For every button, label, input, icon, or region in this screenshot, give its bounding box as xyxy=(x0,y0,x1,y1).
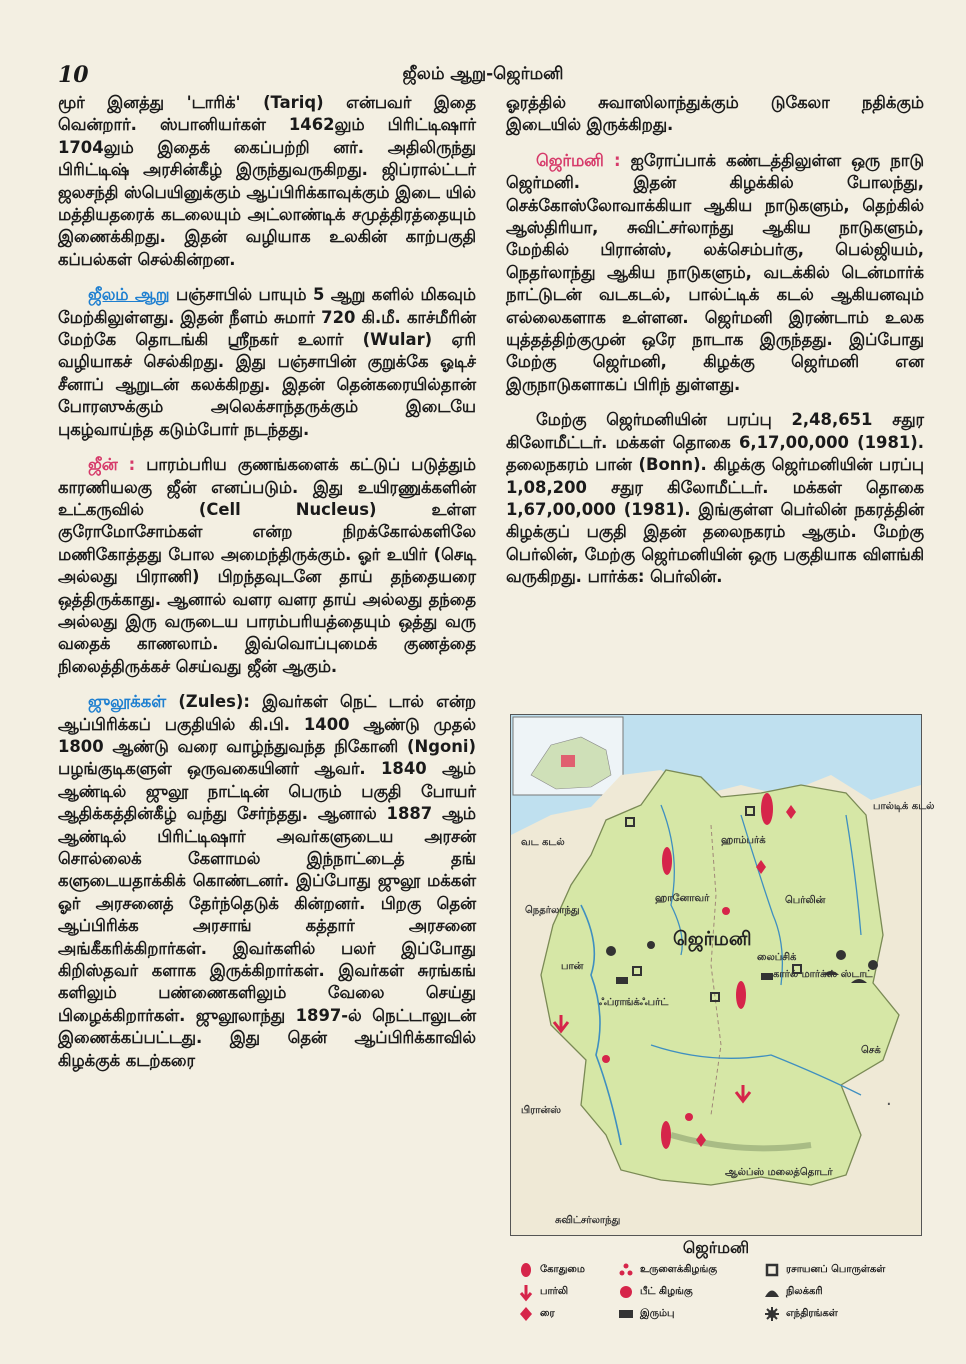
wheat-symbol xyxy=(736,981,746,1009)
zulu-text: (Zules): இவர்கள் நெட் டால் என்ற ஆப்பிரிக்கப் பகுதியில் கி.பி. 1400 ஆண்டு முதல் 1800 ஆண்டு வரை வாழ்ந்துவந்த நிகோனி (Ngoni) பழங்குடிகளுள் ஒருவகையினர் ஆவர். 1840 ஆம் ஆண்டில் ஜுலூ நாட்டின் பெரும் பகுதி போயர் ஆதிக்கத்தின்கீழ் வந்து சேர்ந்தது. ஆனால் 1887 ஆம் ஆண்டில் பிரிட்டிஷார் அவர்களுடைய அரசன் சொல்லைக் கேளாமல் இந்நாட்டைத் தங் களுடையதாக்கிக் கொண்டனர். இப்போது ஜுலூ மக்கள் ஓர் அரசனைத் தேர்ந்தெடுக் கின்றனர். பிறகு தென் ஆப்பிரிக்க அரசாங் கத்தார் அரசனை அங்கீகரிக்கிறார்கள். இவர்களில் பலர் இப்போது கிறிஸ்தவர் களாக இருக்கிறார்கள். இவர்கள் சுரங்கங் களிலும் பண்ணைகளிலும் வேலை செய்து பிழைக்கிறார்கள். ஜுலூலாந்து 1897-ல் நெட்டாலுடன் இணைக்கப்பட்டது. இது தென் ஆப்பிரிக்காவில் கிழக்குக் கடற்கரை xyxy=(58,692,477,1070)
germany-text: ஐரோப்பாக் கண்டத்திலுள்ள ஒரு நாடு ஜெர்மனி. இதன் கிழக்கில் போலந்து, செக்கோஸ்லோவாக்கியா ஆகிய நாடுகளும், தெற்கில் ஆஸ்திரியா, சுவிட்சர்லாந்து ஆகிய நாடுகளும், மேற்கில் பிரான்ஸ், லக்செம்பர்கு, பெல்ஜியம், நெதர்லாந்து ஆகிய நாடுகளும், வடக்கில் டென்மார்க் நாட்டுடன் வடகடல், பால்ட்டிக் கடல் ஆகியனவும் எல்லைகளாக உள்ளன. ஜெர்மனி இரண்டாம் உலக யுத்தத்திற்குமுன் ஒரே நாடாக இருந்தது. இப்போது மேற்கு ஜெர்மனி, கிழக்கு ஜெர்மனி என இருநாடுகளாகப் பிரிந் துள்ளது. xyxy=(506,150,924,394)
beet-symbol xyxy=(722,907,730,915)
page-number: 10 xyxy=(58,62,89,88)
chemicals-icon xyxy=(764,1262,780,1278)
beet-symbol xyxy=(602,1055,610,1063)
gear-icon xyxy=(764,1306,780,1322)
page-header xyxy=(40,60,926,90)
wheat-symbol xyxy=(662,847,672,875)
germany-stats-paragraph: மேற்கு ஜெர்மனியின் பரப்பு 2,48,651 சதுர கிலோமீட்டர். மக்கள் தொகை 6,17,00,000 (1981). தலைநகரம் பான் (Bonn). கிழக்கு ஜெர்மனியின் பரப்பு 1,08,200 சதுர கிலோமீட்டர். மக்கள் தொகை 1,67,00,000 (1981). இங்குள்ள பெர்லின் நகரத்தின் கிழக்குப் பகுதி இதன் தலைநகரம் ஆகும். மேற்கு பெர்லின், மேற்கு ஜெர்மனியின் ஒரு பகுதியாக விளங்கி வருகிறது. பார்க்க: பெர்லின். xyxy=(506,410,924,587)
barley-icon xyxy=(518,1284,534,1300)
gene-text: பாரம்பரிய குணங்களைக் கட்டுப் படுத்தும் காரணியலகு ஜீன் எனப்படும். இது உயிரணுக்களின் உட்கருவில் (Cell Nucleus) உள்ள குரோமோசோம்கள் என்ற நிறக்கோல்களிலே மணிகோத்தது போல அமைந்திருக்கும். ஓர் உயிர் (செடி அல்லது பிராணி) பிறந்தவுடனே தாய் தந்தையரை ஒத்திருக்காது. ஆனால் வளர வளர தாய் அல்லது தந்தை அல்லது இரு வருடைய பாரம்பரியத்தையும் ஒத்து வரு வதைக் காணலாம். இவ்வொப்புமைக் குணத்தை நிலைத்திருக்கச் செய்வது ஜீன் ஆகும். xyxy=(58,455,476,676)
north-sea-label: வட கடல் xyxy=(521,837,565,848)
switzerland-label: சுவிட்சர்லாந்து xyxy=(555,1215,621,1226)
inset-germany xyxy=(561,755,575,767)
wheat-symbol xyxy=(661,1121,671,1149)
iron-symbol xyxy=(761,973,773,980)
germany-map xyxy=(510,714,935,1236)
right-column xyxy=(506,92,924,602)
jhelum-term: ஜீலம் ஆறு xyxy=(88,285,170,305)
gene-paragraph xyxy=(58,454,476,678)
legend-potato: உருளைக்கிழங்கு xyxy=(618,1262,717,1278)
legend-barley: பார்லி xyxy=(518,1284,568,1300)
legend-coal: நிலக்கரி xyxy=(764,1284,823,1300)
france-label: பிரான்ஸ் xyxy=(521,1105,561,1116)
legend-iron: இரும்பு xyxy=(618,1306,674,1322)
leipzig-label: லைப்சிக் xyxy=(757,952,797,963)
berlin-label: பெர்லின் xyxy=(785,895,826,906)
running-head: ஜீலம் ஆறு-ஜெர்மனி xyxy=(402,64,564,84)
iron-symbol xyxy=(616,977,628,984)
bonn-label: பான் xyxy=(561,961,584,972)
hanover-label: ஹானோவர் xyxy=(655,893,710,904)
zululand-continued: ஓரத்தில் சுவாஸிலாந்துக்கும் டுகேலா நதிக்கும் இடையில் இருக்கிறது. xyxy=(506,93,924,135)
map-legend xyxy=(510,1234,922,1326)
zulu-term: ஜுலூக்கள் xyxy=(88,692,166,712)
wheat-icon xyxy=(518,1262,534,1278)
map-small-mark: · xyxy=(886,1094,892,1115)
baltic-sea-label: பால்டிக் கடல் xyxy=(873,801,935,812)
netherlands-label: நெதர்லாந்து xyxy=(525,905,580,916)
zulu-paragraph xyxy=(58,691,476,1072)
gene-term: ஜீன் : xyxy=(88,455,136,475)
legend-chemicals: ரசாயனப் பொருள்கள் xyxy=(764,1262,885,1278)
machinery-symbol xyxy=(836,950,846,960)
iron-icon xyxy=(618,1306,634,1322)
coal-icon xyxy=(764,1284,780,1300)
rye-icon xyxy=(518,1306,534,1322)
left-column xyxy=(58,92,476,1085)
jhelum-text: பஞ்சாபில் பாயும் 5 ஆறு களில் மிகவும் மேற்கிலுள்ளது. இதன் நீளம் சுமார் 720 கி.மீ. காச்மீரின் மேற்கே தொடங்கி ஸ்ரீநகர் உலார் (Wular) ஏரி வழியாகச் செல்கிறது. இது பஞ்சாபின் குறுக்கே ஓடிச் சீனாப் ஆறுடன் கலக்கிறது. இதன் தென்கரையில்தான் போரஸுக்கும் அலெக்சாந்தருக்கும் இடையே புகழ்வாய்ந்த கடும்போர் நடந்தது. xyxy=(58,285,476,439)
potato-icon xyxy=(618,1262,634,1278)
legend-wheat: கோதுமை xyxy=(518,1262,585,1278)
machinery-symbol xyxy=(606,946,616,956)
legend-rye: ரை xyxy=(518,1306,555,1322)
legend-title: ஜெர்மனி xyxy=(682,1238,750,1257)
germany-term: ஜெர்மனி : xyxy=(536,150,621,170)
machinery-symbol xyxy=(647,941,655,949)
wheat-symbol xyxy=(761,793,773,825)
beet-icon xyxy=(618,1284,634,1300)
karl-marx-stadt-label: கார்ல் மார்க்ஸ் ஸ்டாட் xyxy=(773,969,873,980)
czech-label: செக் xyxy=(861,1045,881,1056)
legend-beet: பீட் கிழங்கு xyxy=(618,1284,693,1300)
hamburg-label: ஹாம்பர்க் xyxy=(721,835,766,846)
alps-label: ஆல்ப்ஸ் மலைத்தொடர் xyxy=(725,1167,833,1178)
germany-paragraph xyxy=(506,150,924,396)
frankfurt-label: ஃப்ராங்க்ஃபர்ட் xyxy=(599,997,669,1008)
beet-symbol xyxy=(685,1113,693,1121)
germany-map-title: ஜெர்மனி xyxy=(673,928,752,950)
jhelum-paragraph xyxy=(58,284,476,441)
gibraltar-paragraph: மூர் இனத்து 'டாரிக்' (Tariq) என்பவர் இதை வென்றார். ஸ்பானியர்கள் 1462லும் பிரிட்டிஷார் 1704லும் இதைக் கைப்பற்றி னர். அதிலிருந்து பிரிட்டிஷ் அரசின்கீழ் இருந்துவருகிறது. ஜிப்ரால்ட்டர் ஜலசந்தி ஸ்பெயினுக்கும் ஆப்பிரிக்காவுக்கும் இடை யில் மத்தியதரைக் கடலையும் அட்லாண்டிக் சமுத்திரத்தையும் இணைக்கிறது. இதன் வழியாக உலகின் காற்பகுதி கப்பல்கள் செல்கின்றன. xyxy=(58,93,476,269)
legend-machinery: எந்திரங்கள் xyxy=(764,1306,838,1322)
